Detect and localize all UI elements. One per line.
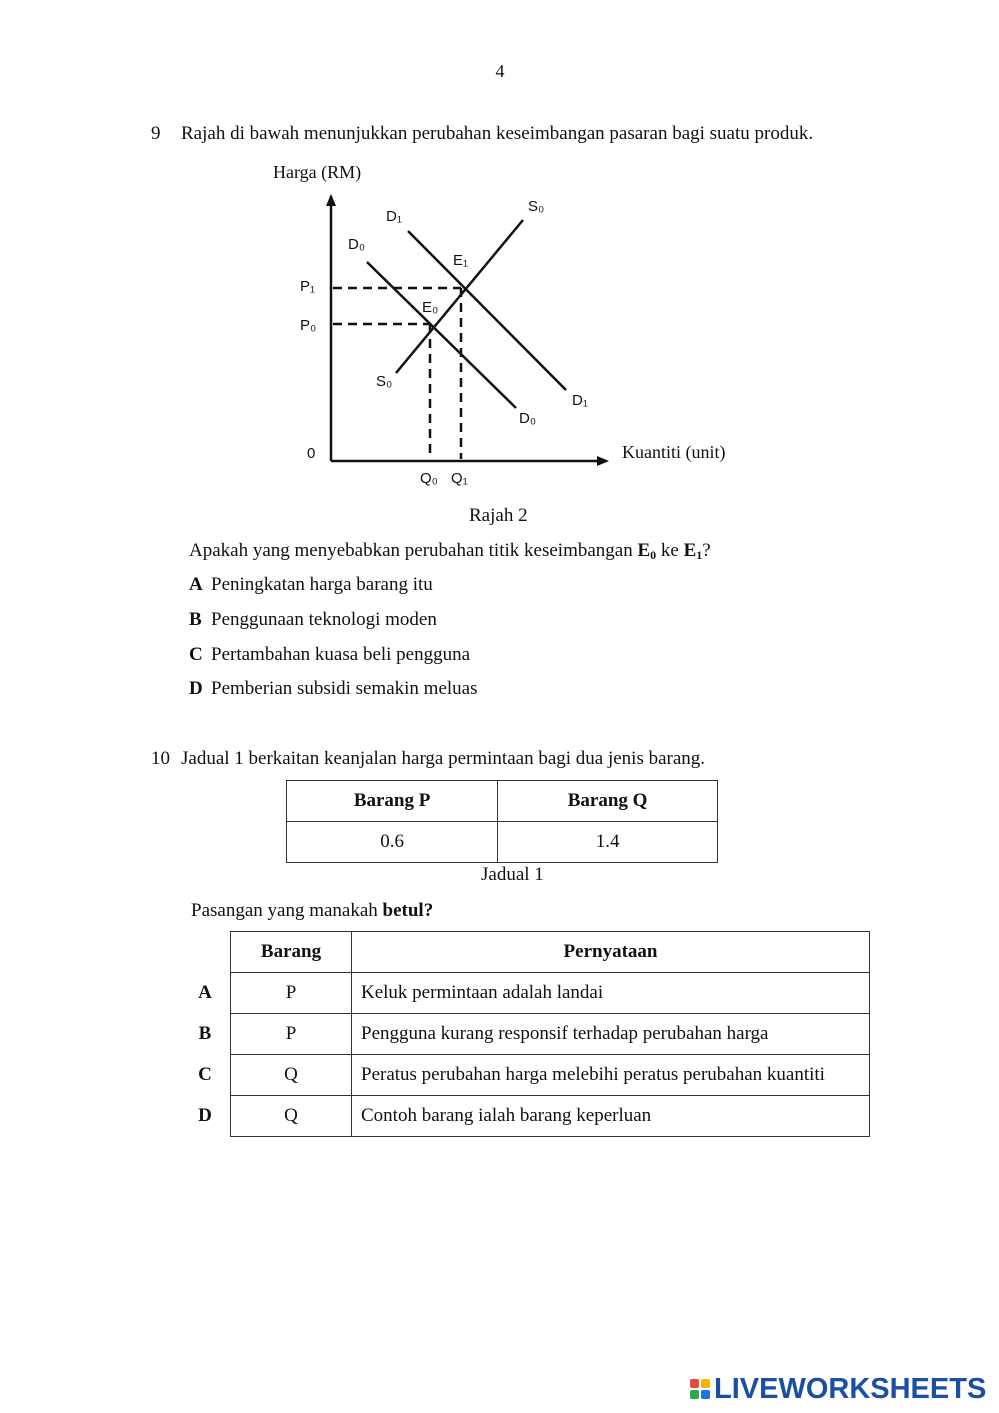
logo-square-red — [690, 1379, 699, 1388]
q9-question — [189, 540, 711, 566]
answer-pernyataan: Keluk permintaan adalah landai — [352, 973, 870, 1014]
q10-question-bold: betul? — [382, 900, 434, 921]
q9-stem: Rajah di bawah menunjukkan perubahan keseimbangan pasaran bagi suatu produk. — [181, 123, 814, 144]
elasticity-table — [286, 780, 718, 863]
answer-barang: P — [231, 1014, 352, 1055]
label-q1: Q₁ — [451, 470, 468, 487]
label-origin: 0 — [307, 445, 316, 462]
label-p1: P₁ — [300, 278, 316, 295]
option-text: Peningkatan harga barang itu — [211, 574, 433, 595]
answer-letter: D — [198, 1105, 212, 1126]
answer-barang: Q — [231, 1096, 352, 1137]
e1-sub: 1 — [696, 548, 703, 562]
e0-sub: 0 — [650, 548, 657, 562]
liveworksheets-logo[interactable] — [690, 1372, 986, 1406]
label-d0-top: D₀ — [348, 236, 366, 253]
e0-main: E — [637, 540, 651, 561]
table1-value-q: 1.4 — [498, 822, 718, 863]
option-letter: D — [189, 678, 203, 699]
answer-barang: P — [231, 973, 352, 1014]
option-letter: B — [189, 609, 202, 630]
q9-option-a[interactable] — [189, 574, 433, 596]
answer-header-pernyataan: Pernyataan — [352, 932, 870, 973]
q9-question-mid: ke — [656, 540, 684, 561]
answer-letter: B — [198, 1023, 212, 1044]
q9-option-c[interactable] — [189, 644, 470, 666]
q9-option-d[interactable] — [189, 678, 477, 700]
answer-letter: C — [198, 1064, 212, 1085]
label-d0-bottom: D₀ — [519, 410, 537, 427]
label-e1: E₁ — [453, 252, 469, 269]
answer-row-b[interactable] — [180, 1014, 870, 1055]
q9-number: 9 — [151, 123, 161, 144]
label-d1-top: D₁ — [386, 208, 402, 225]
answer-row-a[interactable] — [180, 973, 870, 1014]
option-letter: C — [189, 644, 203, 665]
logo-text: LIVEWORKSHEETS — [714, 1372, 987, 1405]
option-text: Pemberian subsidi semakin meluas — [211, 678, 478, 699]
label-q0: Q₀ — [420, 470, 438, 487]
chart-ylabel: Harga (RM) — [273, 162, 362, 182]
answer-letter: A — [198, 982, 212, 1003]
label-e0: E₀ — [422, 299, 439, 316]
chart-xlabel: Kuantiti (unit) — [622, 442, 726, 462]
q10-question — [191, 900, 433, 922]
option-letter: A — [189, 574, 203, 595]
q10-number: 10 — [151, 748, 170, 769]
q10-stem: Jadual 1 berkaitan keanjalan harga permintaan bagi dua jenis barang. — [181, 748, 706, 769]
answer-table-corner — [180, 932, 231, 973]
q9-question-post: ? — [702, 540, 711, 561]
label-s0-top: S₀ — [528, 198, 545, 215]
answer-pernyataan: Pengguna kurang responsif terhadap perubahan harga — [352, 1014, 870, 1055]
option-text: Penggunaan teknologi moden — [211, 609, 437, 630]
q9-option-b[interactable] — [189, 609, 437, 631]
answer-pernyataan: Contoh barang ialah barang keperluan — [352, 1096, 870, 1137]
answer-row-c[interactable] — [180, 1055, 870, 1096]
answer-barang: Q — [231, 1055, 352, 1096]
logo-square-blue — [701, 1390, 710, 1399]
supply-curve-s0 — [396, 220, 523, 373]
page-number: 4 — [495, 61, 505, 81]
q10-caption: Jadual 1 — [481, 864, 544, 885]
q10-question-pre: Pasangan yang manakah — [191, 900, 383, 921]
table1-header-p: Barang P — [287, 781, 498, 822]
liveworksheets-logo-icon — [690, 1379, 710, 1399]
answer-pernyataan: Peratus perubahan harga melebihi peratus perubahan kuantiti — [352, 1055, 870, 1096]
logo-square-yellow — [701, 1379, 710, 1388]
answer-row-d[interactable] — [180, 1096, 870, 1137]
e1-main: E — [683, 540, 697, 561]
answer-table — [180, 931, 870, 1137]
answer-header-barang: Barang — [231, 932, 352, 973]
label-d1-bottom: D₁ — [572, 392, 588, 409]
q9-question-pre: Apakah yang menyebabkan perubahan titik keseimbangan — [189, 540, 638, 561]
e0-label — [637, 540, 656, 561]
logo-square-green — [690, 1390, 699, 1399]
q9-caption: Rajah 2 — [469, 505, 528, 526]
label-s0-bottom: S₀ — [376, 373, 393, 390]
label-p0: P₀ — [300, 317, 317, 334]
table1-header-q: Barang Q — [498, 781, 718, 822]
option-text: Pertambahan kuasa beli pengguna — [211, 644, 471, 665]
table1-value-p: 0.6 — [287, 822, 498, 863]
e1-label — [684, 540, 703, 561]
